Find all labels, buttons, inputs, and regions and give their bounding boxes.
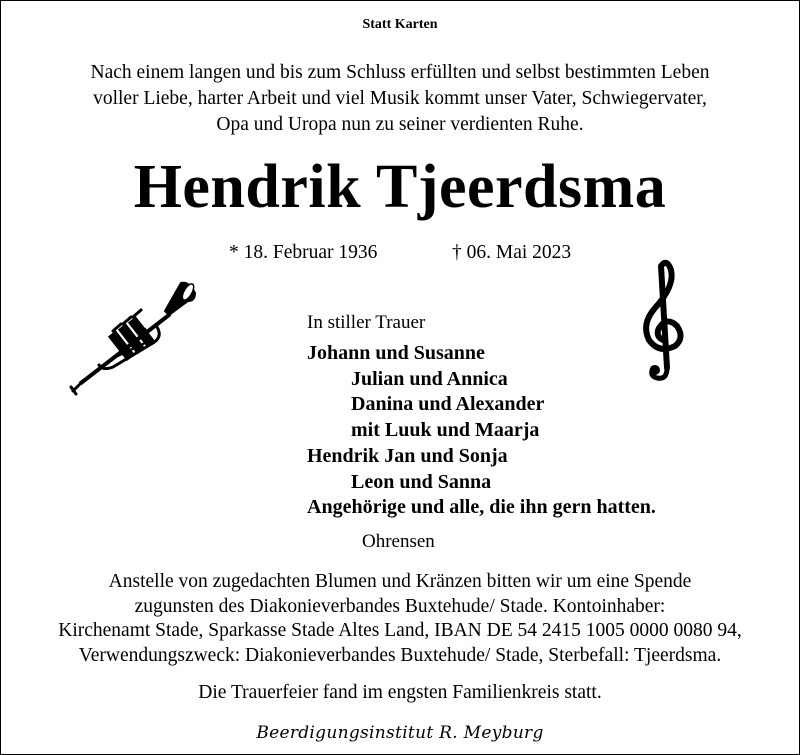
statt-karten-header: Statt Karten — [362, 17, 438, 32]
donation-line: zugunsten des Diakonieverbandes Buxtehude/ Stade. Kontoinhaber: — [134, 595, 666, 617]
trumpet-icon — [61, 271, 201, 401]
list-item: Johann und Susanne — [307, 342, 485, 364]
donation-line: Anstelle von zugedachten Blumen und Kränzen bitten wir um eine Spende — [108, 571, 692, 592]
death-date: † 06. Mai 2023 — [452, 242, 572, 263]
list-item: Danina und Alexander — [351, 393, 545, 416]
donation-line: Kirchenamt Stade, Sparkasse Stade Altes Land, IBAN DE 54 2415 1005 0000 0080 94, — [58, 620, 742, 642]
intro-text — [1, 60, 799, 138]
funeral-note: Die Trauerfeier fand im engsten Familienkreis statt. — [198, 682, 602, 703]
place-name: Ohrensen — [362, 531, 435, 552]
list-item: Angehörige und alle, die ihn gern hatten. — [307, 496, 656, 519]
intro-line: Opa und Uropa nun zu seiner verdienten Ruhe. — [216, 114, 584, 135]
list-item: Julian und Annica — [351, 367, 508, 390]
list-item: Hendrik Jan und Sonja — [307, 444, 508, 467]
birth-date: * 18. Februar 1936 — [229, 242, 378, 263]
mourners-list — [307, 341, 656, 521]
mourners-heading: In stiller Trauer — [307, 312, 426, 333]
donation-line: Verwendungszweck: Diakonieverbandes Buxtehude/ Stade, Sterbefall: Tjeerdsma. — [78, 645, 722, 667]
deceased-name: Hendrik Tjeerdsma — [133, 153, 667, 221]
donation-text — [1, 570, 799, 669]
list-item: Leon und Sanna — [351, 470, 492, 493]
intro-line: Nach einem langen und bis zum Schluss erfüllten und selbst bestimmten Leben — [90, 62, 710, 83]
funeral-home-signature: Beerdigungsinstitut R. Meyburg — [256, 723, 544, 743]
list-item: mit Luuk und Maarja — [351, 419, 540, 442]
intro-line: voller Liebe, harter Arbeit und viel Musik kommt unser Vater, Schwiegervater, — [93, 88, 707, 109]
